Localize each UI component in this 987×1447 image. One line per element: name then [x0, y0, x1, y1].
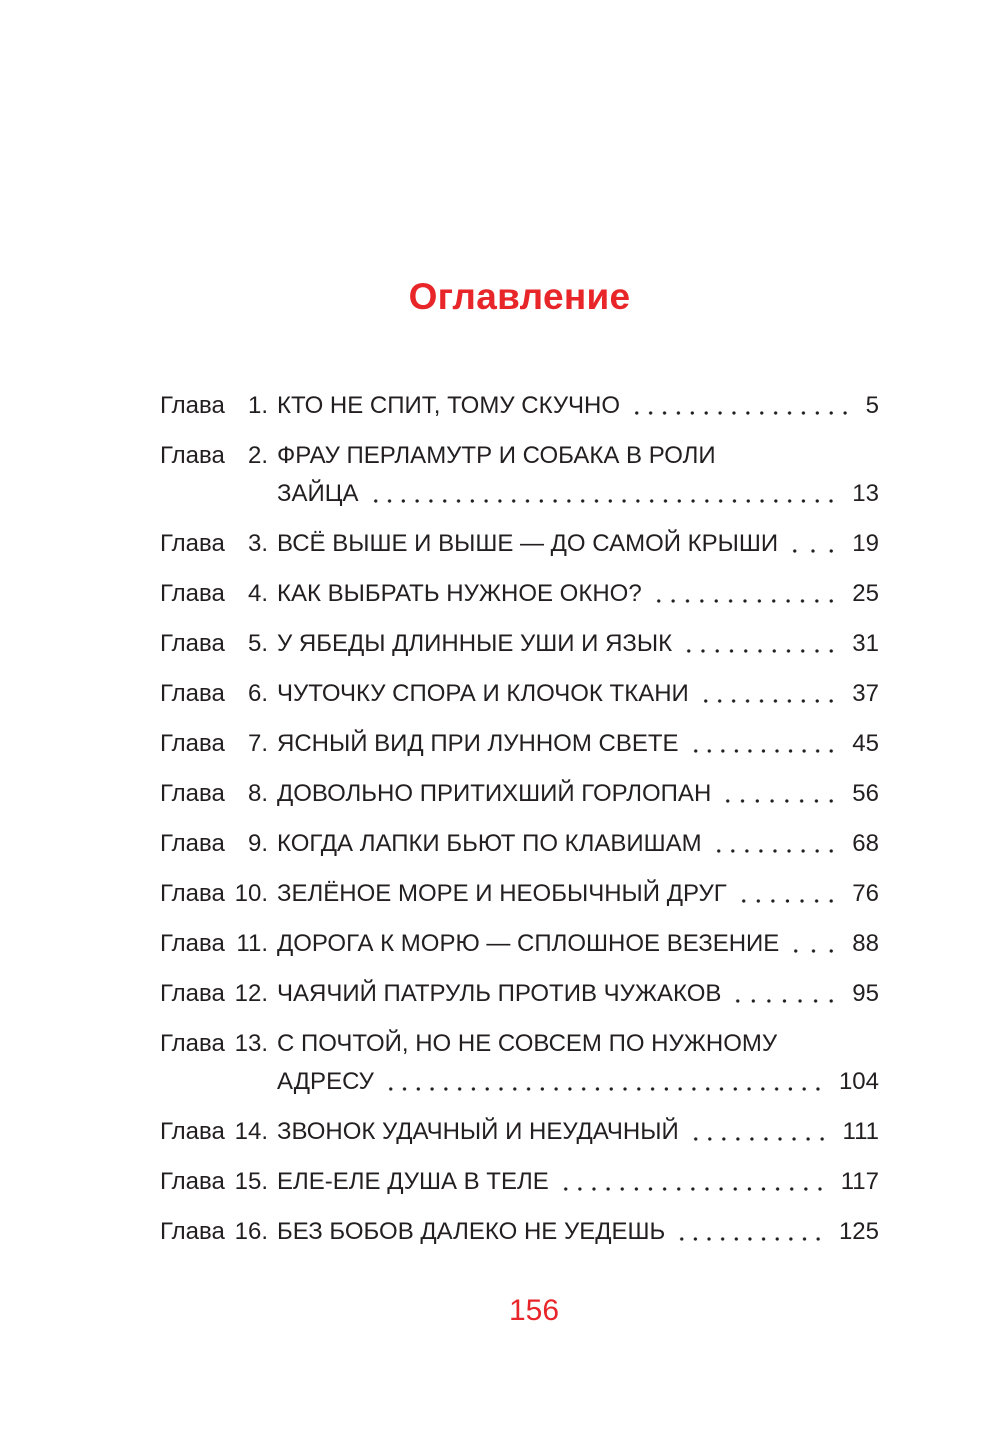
chapter-label: Глава: [160, 1030, 225, 1057]
chapter-number: 10.: [234, 880, 268, 907]
dot-leader: [630, 387, 852, 425]
chapter-number: 8.: [247, 780, 268, 807]
toc-entry: [160, 675, 879, 713]
toc-entry: [160, 875, 879, 913]
chapter-title: ВСЁ ВЫШЕ И ВЫШЕ — ДО САМОЙ КРЫШИ: [277, 530, 779, 557]
toc-entry: [160, 725, 879, 763]
chapter-page: 104: [838, 1068, 879, 1095]
toc-entry: [160, 975, 879, 1013]
chapter-page: 111: [842, 1118, 879, 1145]
chapter-page: 37: [852, 680, 879, 707]
chapter-title: С ПОЧТОЙ, НО НЕ СОВСЕМ ПО НУЖНОМУ: [277, 1030, 778, 1057]
chapter-page: 125: [838, 1218, 879, 1245]
chapter-title: ДОРОГА К МОРЮ — СПЛОШНОЕ ВЕЗЕНИЕ: [277, 930, 780, 957]
dot-leader: [788, 525, 838, 563]
dot-leader: [721, 775, 838, 813]
chapter-title-continuation: ЗАЙЦА: [277, 480, 359, 507]
chapter-label: Глава: [160, 630, 225, 657]
chapter-label: Глава: [160, 830, 225, 857]
chapter-body: [268, 387, 879, 425]
chapter-number: 14.: [234, 1118, 268, 1145]
chapter-body: [268, 437, 879, 513]
chapter-title: ЧУТОЧКУ СПОРА И КЛОЧОК ТКАНИ: [277, 680, 689, 707]
chapter-line: [277, 437, 879, 475]
dot-leader: [682, 625, 838, 663]
chapter-number: 9.: [247, 830, 268, 857]
chapter-page: 76: [852, 880, 879, 907]
chapter-body: [268, 625, 879, 663]
chapter-label: Глава: [160, 680, 225, 707]
toc-heading: Оглавление: [408, 276, 631, 317]
chapter-number: 6.: [247, 680, 268, 707]
chapter-title: ЗВОНОК УДАЧНЫЙ И НЕУДАЧНЫЙ: [277, 1118, 679, 1145]
chapter-line: [277, 1063, 879, 1101]
chapter-number: 1.: [247, 392, 268, 419]
chapter-number: 5.: [247, 630, 268, 657]
dot-leader: [384, 1063, 825, 1101]
chapter-body: [268, 925, 879, 963]
toc-entry: [160, 1213, 879, 1251]
dot-leader: [731, 975, 838, 1013]
chapter-body: [268, 875, 879, 913]
chapter-page: 31: [852, 630, 879, 657]
chapter-body: [268, 975, 879, 1013]
table-of-contents: [160, 387, 879, 1263]
chapter-label: Глава: [160, 392, 225, 419]
toc-entry: [160, 575, 879, 613]
chapter-line: [277, 387, 879, 425]
chapter-body: [268, 675, 879, 713]
chapter-number: 4.: [247, 580, 268, 607]
dot-leader: [699, 675, 839, 713]
chapter-body: [268, 1025, 879, 1101]
dot-leader: [689, 725, 839, 763]
chapter-label: Глава: [160, 1168, 225, 1195]
toc-entry: [160, 625, 879, 663]
chapter-page: 117: [840, 1168, 879, 1195]
chapter-page: 5: [865, 392, 879, 419]
chapter-title: КОГДА ЛАПКИ БЬЮТ ПО КЛАВИШАМ: [277, 830, 702, 857]
toc-entry: [160, 775, 879, 813]
chapter-line: [277, 525, 879, 563]
chapter-number: 16.: [234, 1218, 268, 1245]
chapter-body: [268, 1113, 879, 1151]
chapter-line: [277, 475, 879, 513]
chapter-page: 68: [852, 830, 879, 857]
chapter-title: ЯСНЫЙ ВИД ПРИ ЛУННОМ СВЕТЕ: [277, 730, 679, 757]
chapter-page: 88: [852, 930, 879, 957]
chapter-line: [277, 575, 879, 613]
dot-leader: [369, 475, 839, 513]
toc-entry: [160, 437, 879, 513]
toc-entry: [160, 525, 879, 563]
chapter-body: [268, 575, 879, 613]
chapter-number: 13.: [234, 1030, 268, 1057]
dot-leader: [675, 1213, 825, 1251]
chapter-body: [268, 1163, 879, 1201]
chapter-number: 7.: [247, 730, 268, 757]
chapter-body: [268, 725, 879, 763]
dot-leader: [737, 875, 839, 913]
chapter-title: КТО НЕ СПИТ, ТОМУ СКУЧНО: [277, 392, 621, 419]
chapter-title: У ЯБЕДЫ ДЛИННЫЕ УШИ И ЯЗЫК: [277, 630, 673, 657]
chapter-page: 95: [852, 980, 879, 1007]
chapter-page: 45: [852, 730, 879, 757]
toc-entry: [160, 1025, 879, 1101]
chapter-title: ДОВОЛЬНО ПРИТИХШИЙ ГОРЛОПАН: [277, 780, 712, 807]
chapter-body: [268, 1213, 879, 1251]
dot-leader: [789, 925, 838, 963]
chapter-line: [277, 1213, 879, 1251]
chapter-label: Глава: [160, 780, 225, 807]
toc-entry: [160, 1113, 879, 1151]
dot-leader: [652, 575, 839, 613]
dot-leader: [559, 1163, 827, 1201]
chapter-line: [277, 775, 879, 813]
toc-entry: [160, 925, 879, 963]
chapter-number: 3.: [247, 530, 268, 557]
chapter-line: [277, 1113, 879, 1151]
chapter-line: [277, 625, 879, 663]
chapter-line: [277, 975, 879, 1013]
chapter-label: Глава: [160, 530, 225, 557]
chapter-page: 56: [852, 780, 879, 807]
toc-entry: [160, 825, 879, 863]
chapter-title: ЕЛЕ-ЕЛЕ ДУША В ТЕЛЕ: [277, 1168, 549, 1195]
chapter-line: [277, 1163, 879, 1201]
chapter-title: КАК ВЫБРАТЬ НУЖНОЕ ОКНО?: [277, 580, 642, 607]
chapter-page: 19: [852, 530, 879, 557]
chapter-line: [277, 875, 879, 913]
chapter-number: 15.: [234, 1168, 268, 1195]
chapter-label: Глава: [160, 930, 225, 957]
chapter-page: 25: [852, 580, 879, 607]
chapter-title: ЗЕЛЁНОЕ МОРЕ И НЕОБЫЧНЫЙ ДРУГ: [277, 880, 727, 907]
chapter-number: 12.: [234, 980, 268, 1007]
chapter-body: [268, 825, 879, 863]
toc-entry: [160, 387, 879, 425]
chapter-line: [277, 725, 879, 763]
chapter-label: Глава: [160, 1218, 225, 1245]
chapter-body: [268, 775, 879, 813]
chapter-title: ЧАЯЧИЙ ПАТРУЛЬ ПРОТИВ ЧУЖАКОВ: [277, 980, 722, 1007]
chapter-title: БЕЗ БОБОВ ДАЛЕКО НЕ УЕДЕШЬ: [277, 1218, 666, 1245]
chapter-line: [277, 825, 879, 863]
chapter-label: Глава: [160, 580, 225, 607]
chapter-label: Глава: [160, 442, 225, 469]
chapter-label: Глава: [160, 880, 225, 907]
chapter-line: [277, 675, 879, 713]
page-number: 156: [508, 1294, 560, 1327]
dot-leader: [712, 825, 839, 863]
chapter-number: 2.: [247, 442, 268, 469]
toc-entry: [160, 1163, 879, 1201]
chapter-title-continuation: АДРЕСУ: [277, 1068, 374, 1095]
chapter-line: [277, 925, 879, 963]
chapter-label: Глава: [160, 1118, 225, 1145]
chapter-label: Глава: [160, 730, 225, 757]
chapter-page: 13: [852, 480, 879, 507]
chapter-body: [268, 525, 879, 563]
chapter-title: ФРАУ ПЕРЛАМУТР И СОБАКА В РОЛИ: [277, 442, 716, 469]
chapter-label: Глава: [160, 980, 225, 1007]
dot-leader: [689, 1113, 829, 1151]
chapter-number: 11.: [236, 930, 268, 957]
chapter-line: [277, 1025, 879, 1063]
